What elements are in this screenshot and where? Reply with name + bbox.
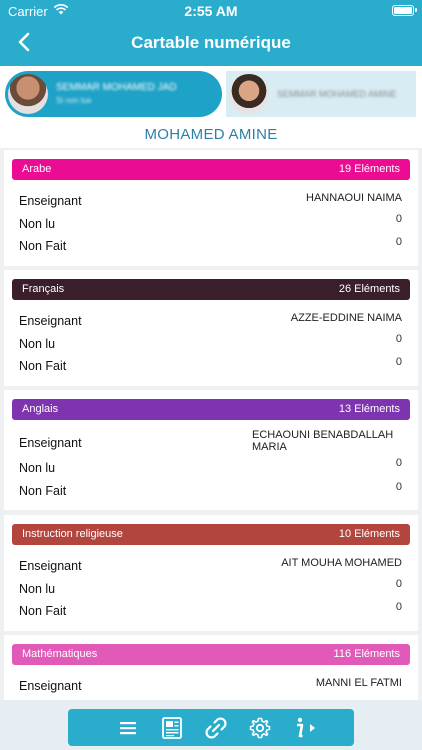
not-done-count: 0 [395,356,402,368]
unread-count: 0 [395,578,402,590]
info-icon[interactable] [282,709,326,746]
app-header [0,0,422,66]
subject-card[interactable] [4,515,418,631]
battery-icon [392,5,414,16]
not-done-count: 0 [395,481,402,493]
teacher-label: Enseignant [19,559,82,573]
bottom-toolbar [68,709,354,746]
subject-name: Français [22,283,65,295]
subject-name: Anglais [22,403,59,415]
not-done-label: Non Fait [19,239,67,253]
status-bar [0,0,422,22]
teacher-name: HANNAOUI NAIMA [306,192,402,204]
student-name: SEMMAR MOHAMED JAD [56,82,177,93]
settings-icon[interactable] [238,709,282,746]
unread-label: Non lu [19,217,56,231]
unread-count: 0 [395,333,402,345]
page-title: Cartable numérique [131,33,291,52]
student-chip[interactable] [226,71,416,117]
not-done-count: 0 [395,601,402,613]
unread-label: Non lu [19,337,56,351]
not-done-label: Non Fait [19,604,67,618]
teacher-name: AZZE-EDDINE NAIMA [290,312,402,324]
not-done-count: 0 [395,236,402,248]
subject-name: Mathématiques [22,648,98,660]
teacher-label: Enseignant [19,436,82,450]
status-time: 2:55 AM [184,3,238,19]
student-subtext: Si non lue [56,96,92,105]
subject-header [12,524,410,545]
unread-label: Non lu [19,582,56,596]
subject-list [0,148,422,710]
teacher-label: Enseignant [19,679,82,693]
news-icon[interactable] [150,709,194,746]
unread-count: 0 [395,457,402,469]
subject-count: 116 Eléments [333,648,400,660]
link-icon[interactable] [194,709,238,746]
subject-count: 26 Eléments [338,283,400,295]
subject-name: Instruction religieuse [22,528,123,540]
subject-count: 13 Eléments [338,403,400,415]
subject-count: 19 Eléments [338,163,400,175]
student-name: SEMMAR MOHAMED AMINE [277,88,397,99]
subject-count: 10 Eléments [338,528,400,540]
teacher-label: Enseignant [19,314,82,328]
menu-icon[interactable] [106,709,150,746]
teacher-name: AIT MOUHA MOHAMED [281,557,402,569]
subject-header [12,644,410,665]
not-done-label: Non Fait [19,484,67,498]
selected-student-name: MOHAMED AMINE [0,122,422,148]
avatar [229,74,269,114]
subject-card[interactable] [4,270,418,386]
subject-card[interactable] [4,390,418,510]
unread-label: Non lu [19,461,56,475]
subject-card[interactable] [4,150,418,266]
subject-name: Arabe [22,163,52,175]
teacher-label: Enseignant [19,194,82,208]
avatar [8,74,48,114]
subject-header [12,279,410,300]
subject-card[interactable] [4,635,418,710]
subject-header [12,159,410,180]
student-chip-active[interactable] [5,71,222,117]
teacher-name: ECHAOUNI BENABDALLAH MARIA [252,429,394,453]
unread-count: 0 [395,213,402,225]
subject-header [12,399,410,420]
not-done-label: Non Fait [19,359,67,373]
teacher-name: MANNI EL FATMI [315,677,402,689]
student-selector [0,66,422,122]
carrier-label: Carrier [8,4,48,19]
